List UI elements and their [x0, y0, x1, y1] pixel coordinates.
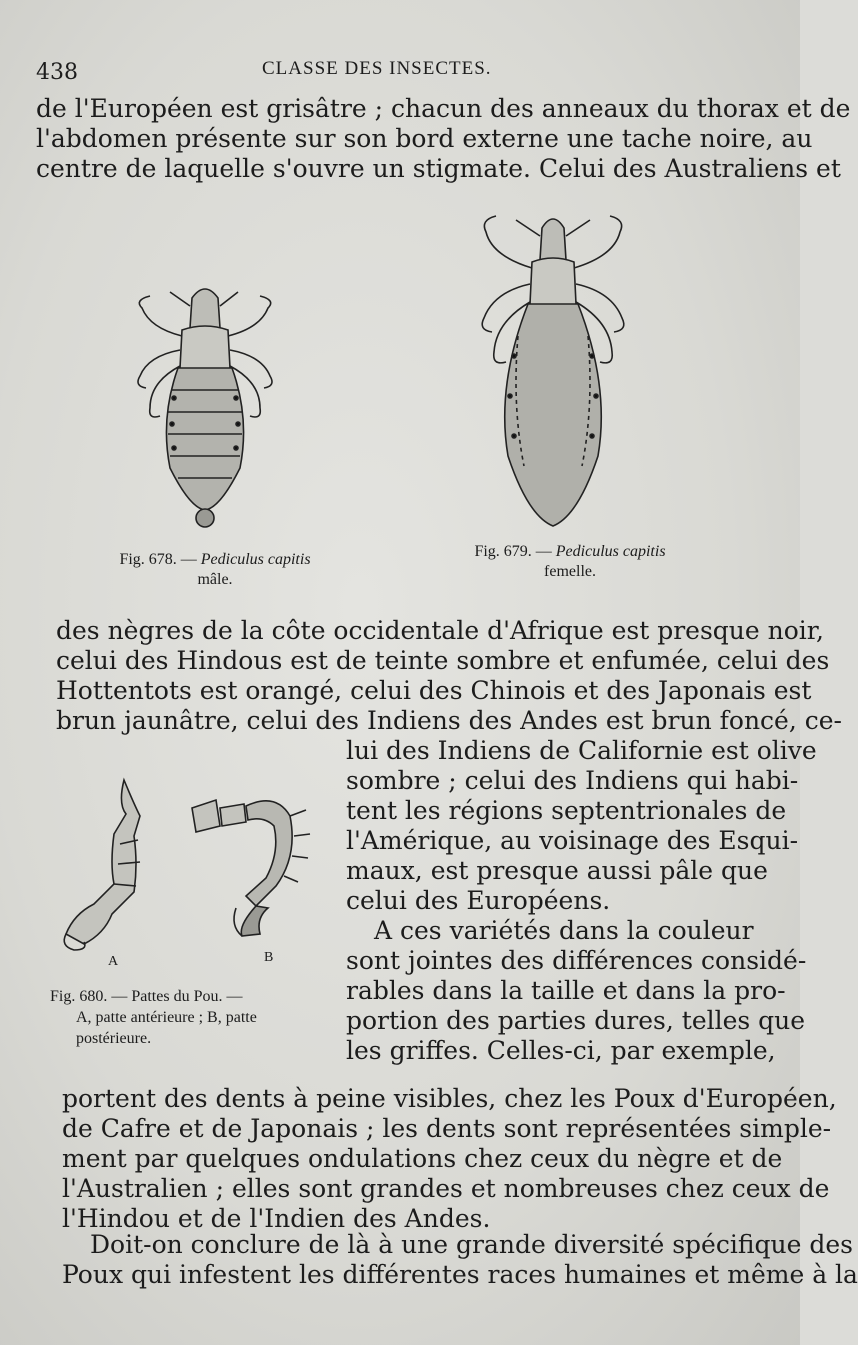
caption-line: A, patte antérieure ; B, patte [76, 1009, 257, 1026]
caption-fig-679 [430, 542, 710, 582]
text-line: l'abdomen présente sur son bord externe une tache noire, au [36, 124, 813, 153]
paragraph-5 [62, 1230, 858, 1290]
text-line: Poux qui infestent les différentes races humaines et même à la [62, 1260, 858, 1289]
louse-posterior-leg-illustration [186, 786, 316, 942]
text-line: l'Amérique, au voisinage des Esqui- [346, 826, 799, 855]
text-line: des nègres de la côte occidentale d'Afrique est presque noir, [56, 616, 824, 645]
text-line: centre de laquelle s'ouvre un stigmate. Celui des Australiens et [36, 154, 841, 183]
paragraph-1 [36, 94, 851, 184]
page-number: 438 [36, 60, 78, 85]
fig-label: Fig. 678. — [119, 551, 197, 568]
text-line: les griffes. Celles-ci, par exemple, [346, 1036, 776, 1065]
caption-line: Fig. 680. — Pattes du Pou. — [50, 988, 243, 1005]
text-line: sont jointes des différences considé- [346, 946, 807, 975]
page-header [0, 52, 800, 85]
louse-female-illustration [468, 206, 638, 536]
louse-male-illustration [120, 278, 290, 534]
caption-fig-678 [70, 550, 360, 590]
paragraph-4 [62, 1084, 837, 1234]
text-line: Hottentots est orangé, celui des Chinois et des Japonais est [56, 676, 812, 705]
caption-line: postérieure. [76, 1030, 152, 1047]
text-line: tent les régions septentrionales de [346, 796, 787, 825]
text-line: maux, est presque aussi pâle que [346, 856, 768, 885]
text-line: rables dans la taille et dans la pro- [346, 976, 786, 1005]
paragraph-3 [346, 736, 817, 1066]
text-line: A ces variétés dans la couleur [374, 916, 754, 945]
text-line: de Cafre et de Japonais ; les dents sont représentées simple- [62, 1114, 832, 1143]
text-line: de l'Européen est grisâtre ; chacun des anneaux du thorax et de [36, 94, 851, 123]
paragraph-2 [56, 616, 842, 736]
text-line: sombre ; celui des Indiens qui habi- [346, 766, 799, 795]
sex-label: mâle. [197, 571, 233, 588]
figure-letter-b: B [264, 950, 274, 965]
text-line: l'Australien ; elles sont grandes et nombreuses chez ceux de [62, 1174, 830, 1203]
text-line: portion des parties dures, telles que [346, 1006, 806, 1035]
text-line: ment par quelques ondulations chez ceux du nègre et de [62, 1144, 783, 1173]
text-line: l'Hindou et de l'Indien des Andes. [62, 1204, 491, 1233]
figure-letter-a: A [108, 954, 119, 969]
sex-label: femelle. [544, 563, 596, 580]
text-line: celui des Européens. [346, 886, 611, 915]
species-name: Pediculus capitis [200, 551, 311, 568]
text-line: portent des dents à peine visibles, chez les Poux d'Européen, [62, 1084, 837, 1113]
text-line: celui des Hindous est de teinte sombre et enfumée, celui des [56, 646, 830, 675]
fig-label: Fig. 679. — [474, 543, 552, 560]
text-line: lui des Indiens de Californie est olive [346, 736, 817, 765]
louse-anterior-leg-illustration [54, 774, 154, 954]
species-name: Pediculus capitis [555, 543, 666, 560]
running-title: CLASSE DES INSECTES. [262, 58, 492, 79]
text-line: Doit-on conclure de là à une grande diversité spécifique des [90, 1230, 853, 1259]
text-line: brun jaunâtre, celui des Indiens des Andes est brun foncé, ce- [56, 706, 842, 735]
caption-fig-680 [50, 986, 340, 1049]
